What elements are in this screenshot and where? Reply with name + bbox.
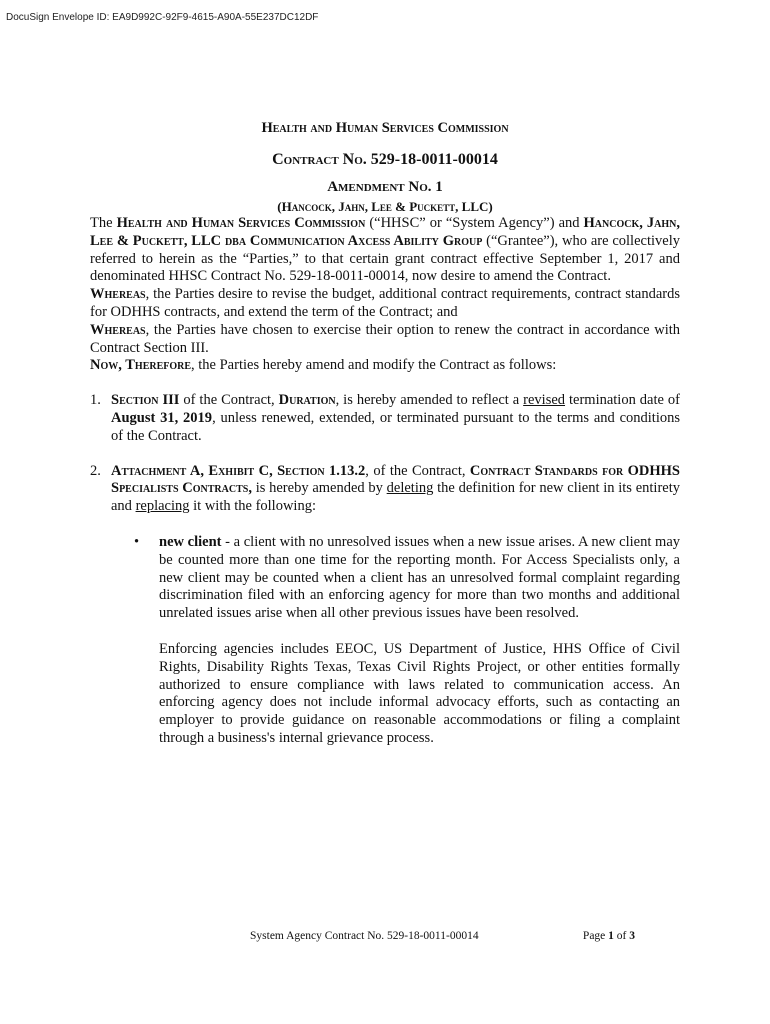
intro-text-2: (“HHSC” or “System Agency”) and <box>365 215 584 231</box>
amendment-label: Amendment No. <box>327 179 432 195</box>
deleting-word: deleting <box>386 480 434 497</box>
page-number: 1 <box>608 930 614 942</box>
item-text-a: of the Contract, <box>179 392 279 409</box>
definition-text <box>159 534 680 623</box>
docusign-envelope-id: DocuSign Envelope ID: EA9D992C-92F9-4615-A90A-55E237DC12DF <box>6 12 319 23</box>
item-number: 1. <box>90 392 101 409</box>
whereas-text: , the Parties desire to revise the budget, additional contract requirements, contract standards for ODHHS contracts, and extend the term of the Contract; and <box>90 286 680 320</box>
page-total: 3 <box>629 930 635 942</box>
page-indicator <box>583 930 635 942</box>
intro-grantee: Hancock, Jahn, Lee & Puckett, LLC dba Communication Axcess Ability Group <box>90 215 680 249</box>
amendment-number: 1 <box>435 179 443 195</box>
item-text <box>111 463 680 516</box>
contract-number-title <box>90 151 680 169</box>
title-block <box>90 120 680 215</box>
definition-body: - a client with no unresolved issues when a new issue arises. A new client may be counted more than one time for the reporting month. For Access Specialists only, a new client may be counted when a client has an unresolved formal complaint regarding discrimination filed with an enforcing agency for more than two months and additional unrelated issues arise when all other previous issues have been resolved. <box>159 533 680 622</box>
amendment-title <box>90 179 680 196</box>
footer-contract-number: System Agency Contract No. 529-18-0011-00014 <box>250 930 479 942</box>
document-page <box>90 120 680 748</box>
agency-title: Health and Human Services Commission <box>261 120 509 136</box>
intro-agency: Health and Human Services Commission <box>116 215 366 231</box>
standards-ref: Contract Standards for ODHHS Specialists Contracts, <box>111 462 680 497</box>
amendment-item-2 <box>90 463 680 516</box>
grantee-subtitle: (Hancock, Jahn, Lee & Puckett, LLC) <box>277 199 493 214</box>
definition-term: new client <box>159 533 222 550</box>
revised-word: revised <box>523 392 566 409</box>
section-ref: Section III <box>111 392 180 409</box>
termination-date: August 31, 2019 <box>111 409 213 426</box>
item-text-d: , unless renewed, extended, or terminated pursuant to the terms and conditions of the Contract. <box>111 409 681 444</box>
enforcing-agencies-paragraph: Enforcing agencies includes EEOC, US Department of Justice, HHS Office of Civil Rights, Disability Rights Texas, Texas Civil Rights Project, or other entities formally authorized to ensure compliance with laws related to communication access. An enforcing agency does not include informal advocacy efforts, such as contacting an employer to provide guidance on reasonable accommodations or filing a complaint through a business's internal grievance process. <box>159 640 680 746</box>
page-of: of <box>613 930 630 942</box>
item-text-a: , of the Contract, <box>365 462 470 479</box>
item-number: 2. <box>90 462 101 479</box>
item-text-c: the definition for new client in its entirety and <box>111 480 680 515</box>
page-prefix: Page <box>582 930 609 942</box>
now-therefore-label: Now, Therefore <box>90 357 192 374</box>
contract-number: 529-18-0011-00014 <box>370 151 498 168</box>
item-text-c: termination date of <box>565 392 680 409</box>
new-client-definition <box>90 534 680 748</box>
bullet-icon: • <box>134 533 140 550</box>
item-text-b: is hereby amended by <box>251 480 387 497</box>
duration-ref: Duration <box>278 392 336 409</box>
item-text-d: it with the following: <box>189 498 316 515</box>
amendment-item-1 <box>90 392 680 445</box>
now-therefore-text: , the Parties hereby amend and modify the Contract as follows: <box>191 357 557 374</box>
item-text <box>111 392 680 445</box>
intro-text-3: (“Grantee”), who are collectively referred to herein as the “Parties,” to that certain grant contract effective September 1, 2017 and denominated HHSC Contract No. 529-18-0011-00014, now desire to amend the Contract. <box>90 232 680 285</box>
page-footer <box>90 930 635 946</box>
contract-label: Contract No. <box>272 151 367 168</box>
intro-paragraph <box>90 215 680 286</box>
replacing-word: replacing <box>135 498 190 515</box>
whereas-label: Whereas <box>90 321 146 338</box>
whereas-paragraph-2 <box>90 322 680 358</box>
now-therefore-paragraph <box>90 357 680 375</box>
attachment-ref: Attachment A, Exhibit C, Section 1.13.2 <box>111 462 366 479</box>
whereas-label: Whereas <box>90 286 146 303</box>
whereas-paragraph-1 <box>90 286 680 322</box>
intro-text-1: The <box>90 215 117 231</box>
item-text-b: , is hereby amended to reflect a <box>335 392 524 409</box>
whereas-text: , the Parties have chosen to exercise their option to renew the contract in accordance with Contract Section III. <box>90 321 680 356</box>
